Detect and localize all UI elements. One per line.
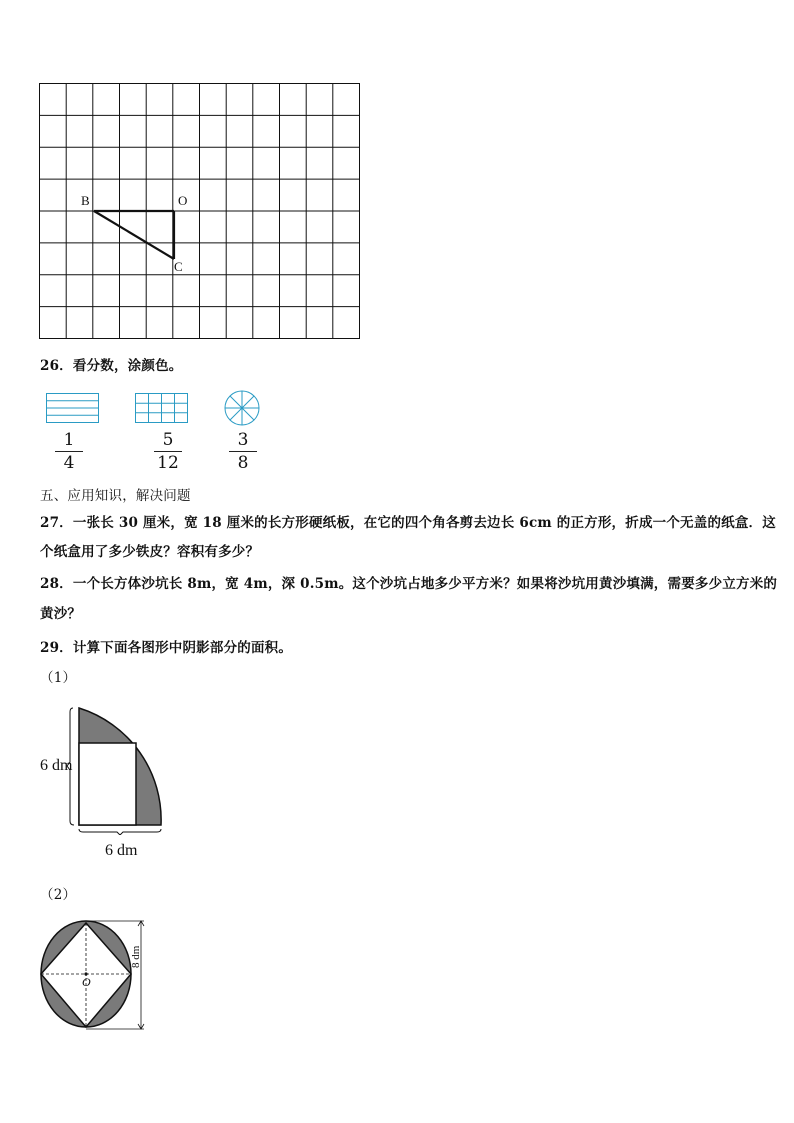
q26-title: 26．看分数，涂颜色。 [40, 358, 183, 374]
q28-line1: 28．一个长方体沙坑长 8m，宽 4m，深 0.5m。这个沙坑占地多少平方米？如果将沙坑用黄沙填满，需要多少立方米的 [40, 576, 778, 592]
triangle-boc [94, 211, 174, 259]
q28-line2: 黄沙？ [40, 606, 82, 622]
fraction-numerator: 1 [63, 430, 75, 450]
fraction-1-4 [49, 430, 89, 473]
section-5-title: 五、应用知识，解决问题 [40, 488, 191, 504]
fraction-shape-quarter-strips [46, 393, 100, 425]
fraction-5-12 [148, 430, 188, 473]
fraction-denominator: 4 [63, 453, 75, 473]
circle-diamond-figure [38, 918, 150, 1032]
grid-figure [38, 82, 363, 342]
fraction-numerator: 3 [237, 430, 249, 450]
q27-line1: 27．一张长 30 厘米，宽 18 厘米的长方形硬纸板，在它的四个角各剪去边长 6cm 的正方形，折成一个无盖的纸盒．这 [40, 515, 776, 531]
inscribed-square [79, 743, 136, 825]
point-o-label: O [178, 193, 188, 208]
height-6dm-label: 6 dm [40, 757, 73, 774]
fraction-3-8 [223, 430, 263, 473]
diameter-8dm-label: 8 dm [130, 945, 142, 968]
fraction-shape-eighths-circle [223, 389, 261, 427]
q29-part2-label: （2） [40, 887, 77, 903]
quarter-circle-figure [64, 700, 174, 835]
q29-title: 29．计算下面各图形中阴影部分的面积。 [40, 640, 293, 656]
point-c-label: C [174, 259, 183, 274]
point-b-label: B [81, 193, 90, 208]
fraction-shape-twelve-grid [135, 393, 189, 425]
width-6dm-label: 6 dm [105, 842, 138, 859]
fraction-denominator: 12 [157, 453, 179, 473]
q29-part1-label: （1） [40, 670, 77, 686]
q27-line2: 个纸盒用了多少铁皮？容积有多少？ [40, 544, 260, 560]
fraction-denominator: 8 [237, 453, 249, 473]
center-o-label: O [82, 975, 91, 989]
fraction-numerator: 5 [162, 430, 174, 450]
